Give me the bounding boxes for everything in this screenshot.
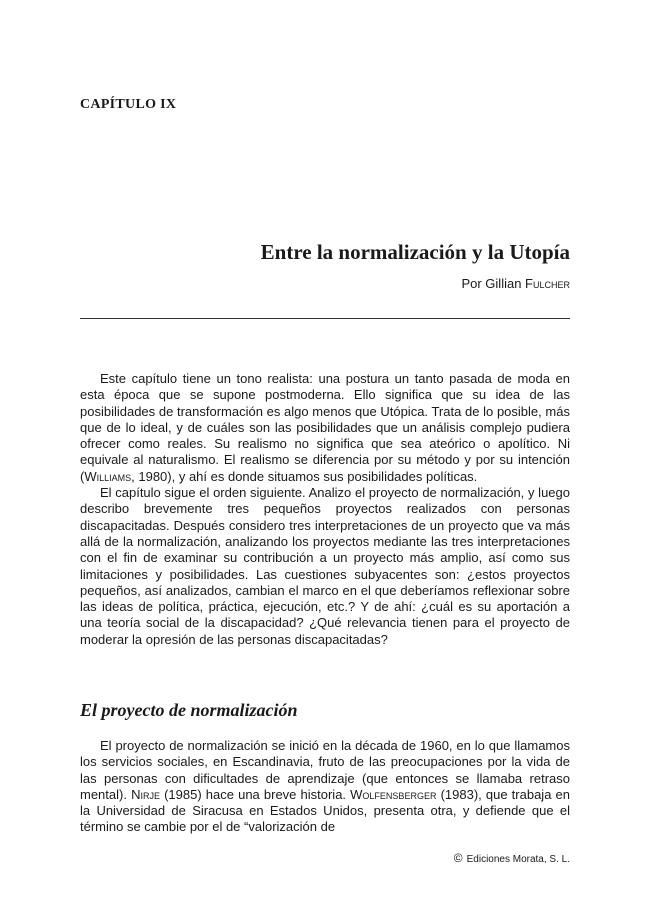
intro-p1-text-b: , 1980), y ahí es donde situamos sus posibilidades políticas. [131, 468, 478, 484]
chapter-label: CAPÍTULO IX [80, 97, 177, 112]
copyright-icon: © [453, 851, 463, 865]
section-heading: El proyecto de normalización [80, 700, 298, 720]
byline [461, 276, 570, 291]
page-footer [454, 851, 570, 865]
citation-nirje: Nirje [131, 786, 160, 802]
citation-williams: Williams [84, 468, 132, 484]
section-p1-text-c: (1983), que trabaja en la Universidad de Siracusa en Estados Unidos, presenta otra, y defiende que el término se cambie por el de “valorización de [80, 786, 570, 835]
byline-author-surname: Fulcher [525, 276, 570, 291]
title-divider [80, 318, 570, 319]
intro-p1-text-a: Este capítulo tiene un tono realista: una postura un tanto pasada de moda en esta época que se supone postmoderna. Ello significa que su idea de las posibilidades de transformación es algo menos que Utópica. Trata de lo posible, más que de lo ideal, y de cuáles son las posibilidades que un análisis complejo pudiera ofrecer como reales. Su realismo no significa que sea ateórico o apolítico. Ni equivale al naturalismo. El realismo se diferencia por su método y por su intención ( [80, 371, 570, 484]
section-paragraph-1 [80, 738, 570, 836]
intro-paragraph-1 [80, 371, 570, 485]
chapter-title: Entre la normalización y la Utopía [260, 240, 570, 264]
section-p1-text-a: El proyecto de normalización se inició en la década de 1960, en lo que llamamos los servicios sociales, en Escandinavia, fruto de las preocupaciones por la vida de las personas con dificultades de aprendizaje (que entonces se llamaba retraso mental). [80, 738, 570, 802]
section-text [80, 738, 570, 836]
section-p1-text-b: (1985) hace una breve historia. [159, 786, 351, 802]
byline-prefix: Por Gillian [461, 276, 526, 291]
intro-paragraph-2: El capítulo sigue el orden siguiente. Analizo el proyecto de normalización, y luego describo brevemente tres pequeños proyectos realizados con personas discapacitadas. Después considero tres interpretaciones de un proyecto que va más allá de la normalización, analizando los proyectos mediante las tres interpretaciones con el fin de examinar su contribución a un proyecto más amplio, así como sus limitaciones y posibilidades. Las cuestiones subyacentes son: ¿estos proyectos pequeños, así analizados, cambian el marco en el que deberíamos reflexionar sobre las ideas de política, práctica, ejecución, etc.? Y de ahí: ¿cuál es su aportación a una teoría social de la discapacidad? ¿Qué relevancia tienen para el proyecto de moderar la opresión de las personas discapacitadas? [80, 485, 570, 647]
publisher-name: Ediciones Morata, S. L. [466, 854, 570, 865]
citation-wolfensberger: Wolfensberger [350, 786, 437, 802]
intro-text [80, 371, 570, 648]
